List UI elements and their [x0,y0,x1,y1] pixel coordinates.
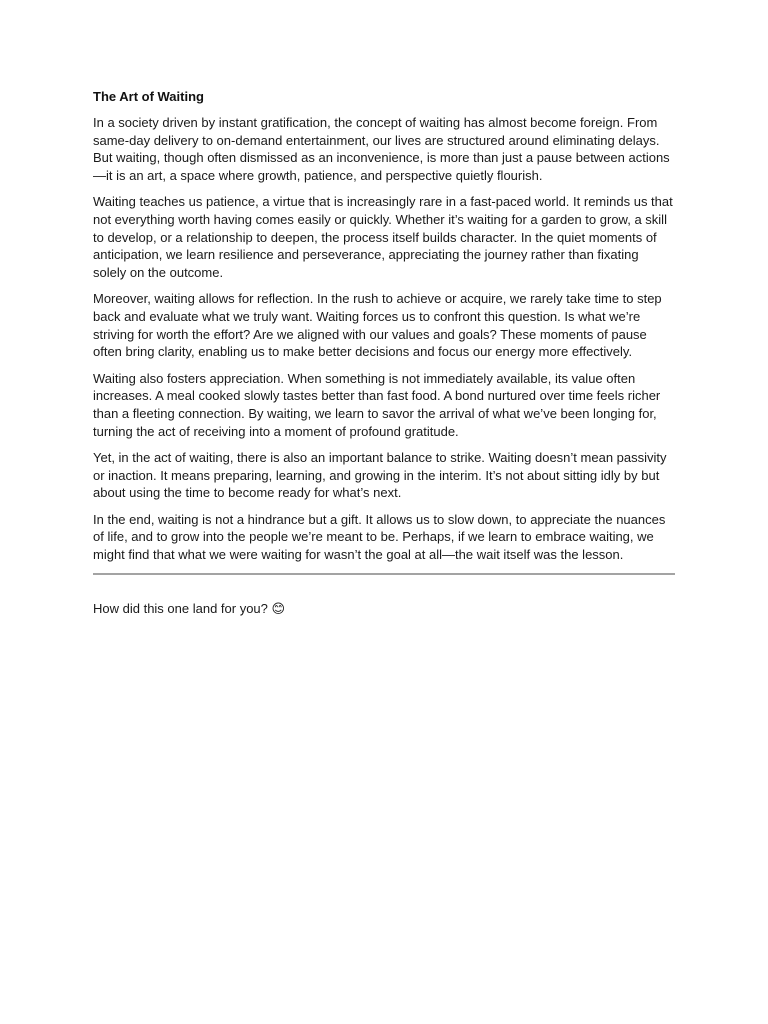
paragraph-5: Yet, in the act of waiting, there is also an important balance to strike. Waiting doesn’t mean passivity or inaction. It means preparing, learning, and growing in the interim. It’s not about sitting idly by but about using the time to become ready for what’s next. [93,450,667,501]
closing-question: How did this one land for you? 😊 [93,600,286,616]
document-title: The Art of Waiting [93,89,204,104]
document-page [93,88,675,617]
horizontal-divider [93,573,675,575]
paragraph-3: Moreover, waiting allows for reflection. In the rush to achieve or acquire, we rarely take time to step back and evaluate what we truly want. Waiting forces us to confront this question. Is what we’re striving for worth the effort? Are we aligned with our values and goals? These moments of pause often bring clarity, enabling us to make better decisions and focus our energy more effectively. [93,291,662,360]
paragraph-4: Waiting also fosters appreciation. When something is not immediately available, its value often increases. A meal cooked slowly tastes better than fast food. A bond nurtured over time feels richer than a fleeting connection. By waiting, we learn to savor the arrival of what we’ve been longing for, turning the act of receiving into a moment of profound gratitude. [93,370,661,439]
paragraph-1: In a society driven by instant gratification, the concept of waiting has almost become foreign. From same-day delivery to on-demand entertainment, our lives are structured around eliminating delays. But waiting, though often dismissed as an inconvenience, is more than just a pause between actions—it is an art, a space where growth, patience, and perspective quietly flourish. [93,115,670,183]
paragraph-6: In the end, waiting is not a hindrance but a gift. It allows us to slow down, to appreciate the nuances of life, and to grow into the people we’re meant to be. Perhaps, if we learn to embrace waiting, we might find that what we were waiting for wasn’t the goal at all—the wait itself was the lesson. [93,511,666,563]
paragraph-2: Waiting teaches us patience, a virtue that is increasingly rare in a fast-paced world. It reminds us that not everything worth having comes easily or quickly. Whether it’s waiting for a garden to grow, a skill to develop, or a relationship to deepen, the process itself builds character. In the quiet moments of anticipation, we learn resilience and perseverance, appreciating the journey rather than fixating solely on the outcome. [93,194,673,280]
